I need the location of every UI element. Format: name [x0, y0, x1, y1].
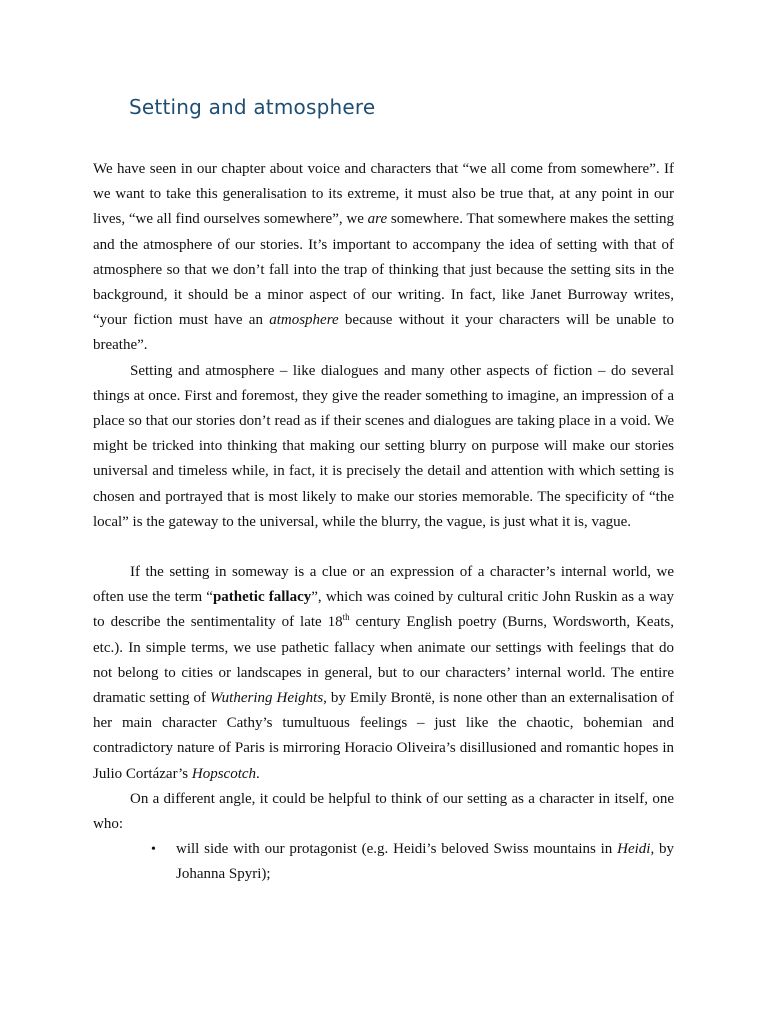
paragraph-1: We have seen in our chapter about voice and characters that “we all come from somewhere”. If we want to take this generalisation to its extreme, it must also be true that, at any point in our lives, “we all find ourselves somewhere”, we are somewhere. That somewhere makes the setting and the atmosphere of our stories. It’s important to accompany the idea of setting with that of atmosphere so that we don’t fall into the trap of thinking that just because the setting sits in the background, it should be a minor aspect of our writing. In fact, like Janet Burroway writes, “your fiction must have an atmosphere because without it your characters will be unable to breathe”.	[93, 161, 674, 354]
body-text	[93, 157, 674, 888]
paragraph-4: On a different angle, it could be helpful to think of our setting as a character in itself, one who:	[93, 790, 674, 833]
bullet-list	[93, 837, 674, 887]
paragraph-3: If the setting in someway is a clue or an expression of a character’s internal world, we often use the term “pathetic fallacy”, which was coined by cultural critic John Ruskin as a way to describe the sentimentality of late 18th century English poetry (Burns, Wordsworth, Keats, etc.). In simple terms, we use pathetic fallacy when animate our settings with feelings that do not belong to cities or landscapes in general, but to our characters’ internal world. The entire dramatic setting of Wuthering Heights, by Emily Brontë, is none other than an externalisation of her main character Cathy’s tumultuous feelings – just like the chaotic, bohemian and contradictory nature of Paris is mirroring Horacio Oliveira’s disillusioned and romantic hopes in Julio Cortázar’s Hopscotch.	[93, 564, 674, 782]
paragraph-2: Setting and atmosphere – like dialogues and many other aspects of fiction – do several things at once. First and foremost, they give the reader something to imagine, an impression of a place so that our stories don’t read as if their scenes and dialogues are taking place in a void. We might be tricked into thinking that making our setting blurry on purpose will make our stories universal and timeless while, in fact, it is precisely the detail and attention with which setting is chosen and portrayed that is most likely to make our stories memorable. The specificity of “the local” is the gateway to the universal, while the blurry, the vague, is just what it is, vague.	[93, 362, 674, 530]
list-item: • will side with our protagonist (e.g. Heidi’s beloved Swiss mountains in Heidi, by Johanna Spyri);	[93, 837, 674, 887]
superscript-th: th	[342, 612, 350, 623]
term-pathetic-fallacy: pathetic fallacy	[212, 589, 312, 606]
emphasis-are: are	[367, 211, 388, 228]
paragraph-spacer	[93, 535, 674, 560]
emphasis-atmosphere: atmosphere	[269, 312, 339, 329]
section-title: Setting and atmosphere	[129, 95, 376, 119]
title-heidi: Heidi	[617, 841, 651, 858]
title-wuthering-heights: Wuthering Heights	[209, 690, 324, 707]
title-hopscotch: Hopscotch	[191, 765, 257, 782]
bullet-icon: •	[151, 842, 156, 858]
